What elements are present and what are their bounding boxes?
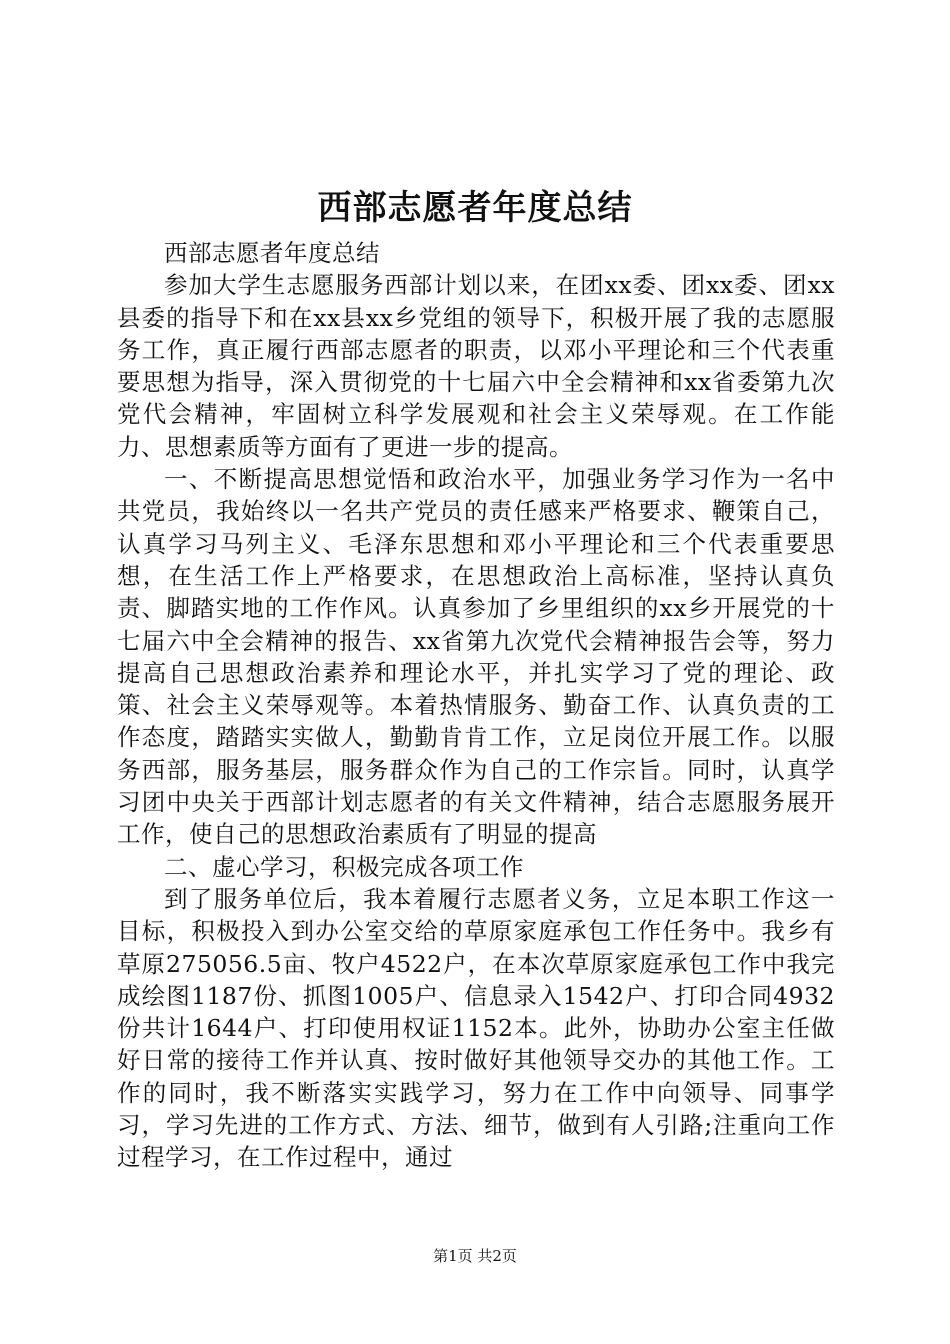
document-title: 西部志愿者年度总结 (317, 188, 633, 228)
paragraph-section-two: 到了服务单位后，我本着履行志愿者义务，立足本职工作这一目标，积极投入到办公室交给的草原家庭承包工作任务中。我乡有草原275056.5亩、牧户4522户，在本次草原家庭承包工作中我完成绘图1187份、抓图1005户、信息录入1542户、打印合同4932份共计1644户、打印使用权证1152本。此外，协助办公室主任做好日常的接待工作并认真、按时做好其他领导交办的其他工作。工作的同时，我不断落实实践学习，努力在工作中向领导、同事学习，学习先进的工作方式、方法、细节，做到有人引路;注重向工作过程学习，在工作过程中，通过 (117, 884, 835, 1172)
paragraph-intro: 参加大学生志愿服务西部计划以来，在团xx委、团xx委、团xx县委的指导下和在xx县xx乡党组的领导下，积极开展了我的志愿服务工作，真正履行西部志愿者的职责，以邓小平理论和三个代表重要思想为指导，深入贯彻党的十七届六中全会精神和xx省委第九次党代会精神，牢固树立科学发展观和社会主义荣辱观。在工作能力、思想素质等方面有了更进一步的提高。 (117, 271, 835, 461)
paragraph-subtitle: 西部志愿者年度总结 (164, 239, 380, 267)
document-body (117, 237, 835, 1174)
paragraph-section-two-heading: 二、虚心学习，积极完成各项工作 (164, 852, 524, 881)
paragraph-section-one: 一、不断提高思想觉悟和政治水平，加强业务学习作为一名中共党员，我始终以一名共产党员的责任感来严格要求、鞭策自己，认真学习马列主义、毛泽东思想和邓小平理论和三个代表重要思想，在生活工作上严格要求，在思想政治上高标准，坚持认真负责、脚踏实地的工作作风。认真参加了乡里组织的xx乡开展党的十七届六中全会精神的报告、xx省第九次党代会精神报告会等，努力提高自己思想政治素养和理论水平，并扎实学习了党的理论、政策、社会主义荣辱观等。本着热情服务、勤奋工作、认真负责的工作态度，踏踏实实做人，勤勤肯肯工作，立足岗位开展工作。以服务西部，服务基层，服务群众作为自己的工作宗旨。同时，认真学习团中央关于西部计划志愿者的有关文件精神，结合志愿服务展开工作，使自己的思想政治素质有了明显的提高 (117, 465, 835, 849)
page-number-footer: 第1页 共2页 (433, 1247, 517, 1265)
